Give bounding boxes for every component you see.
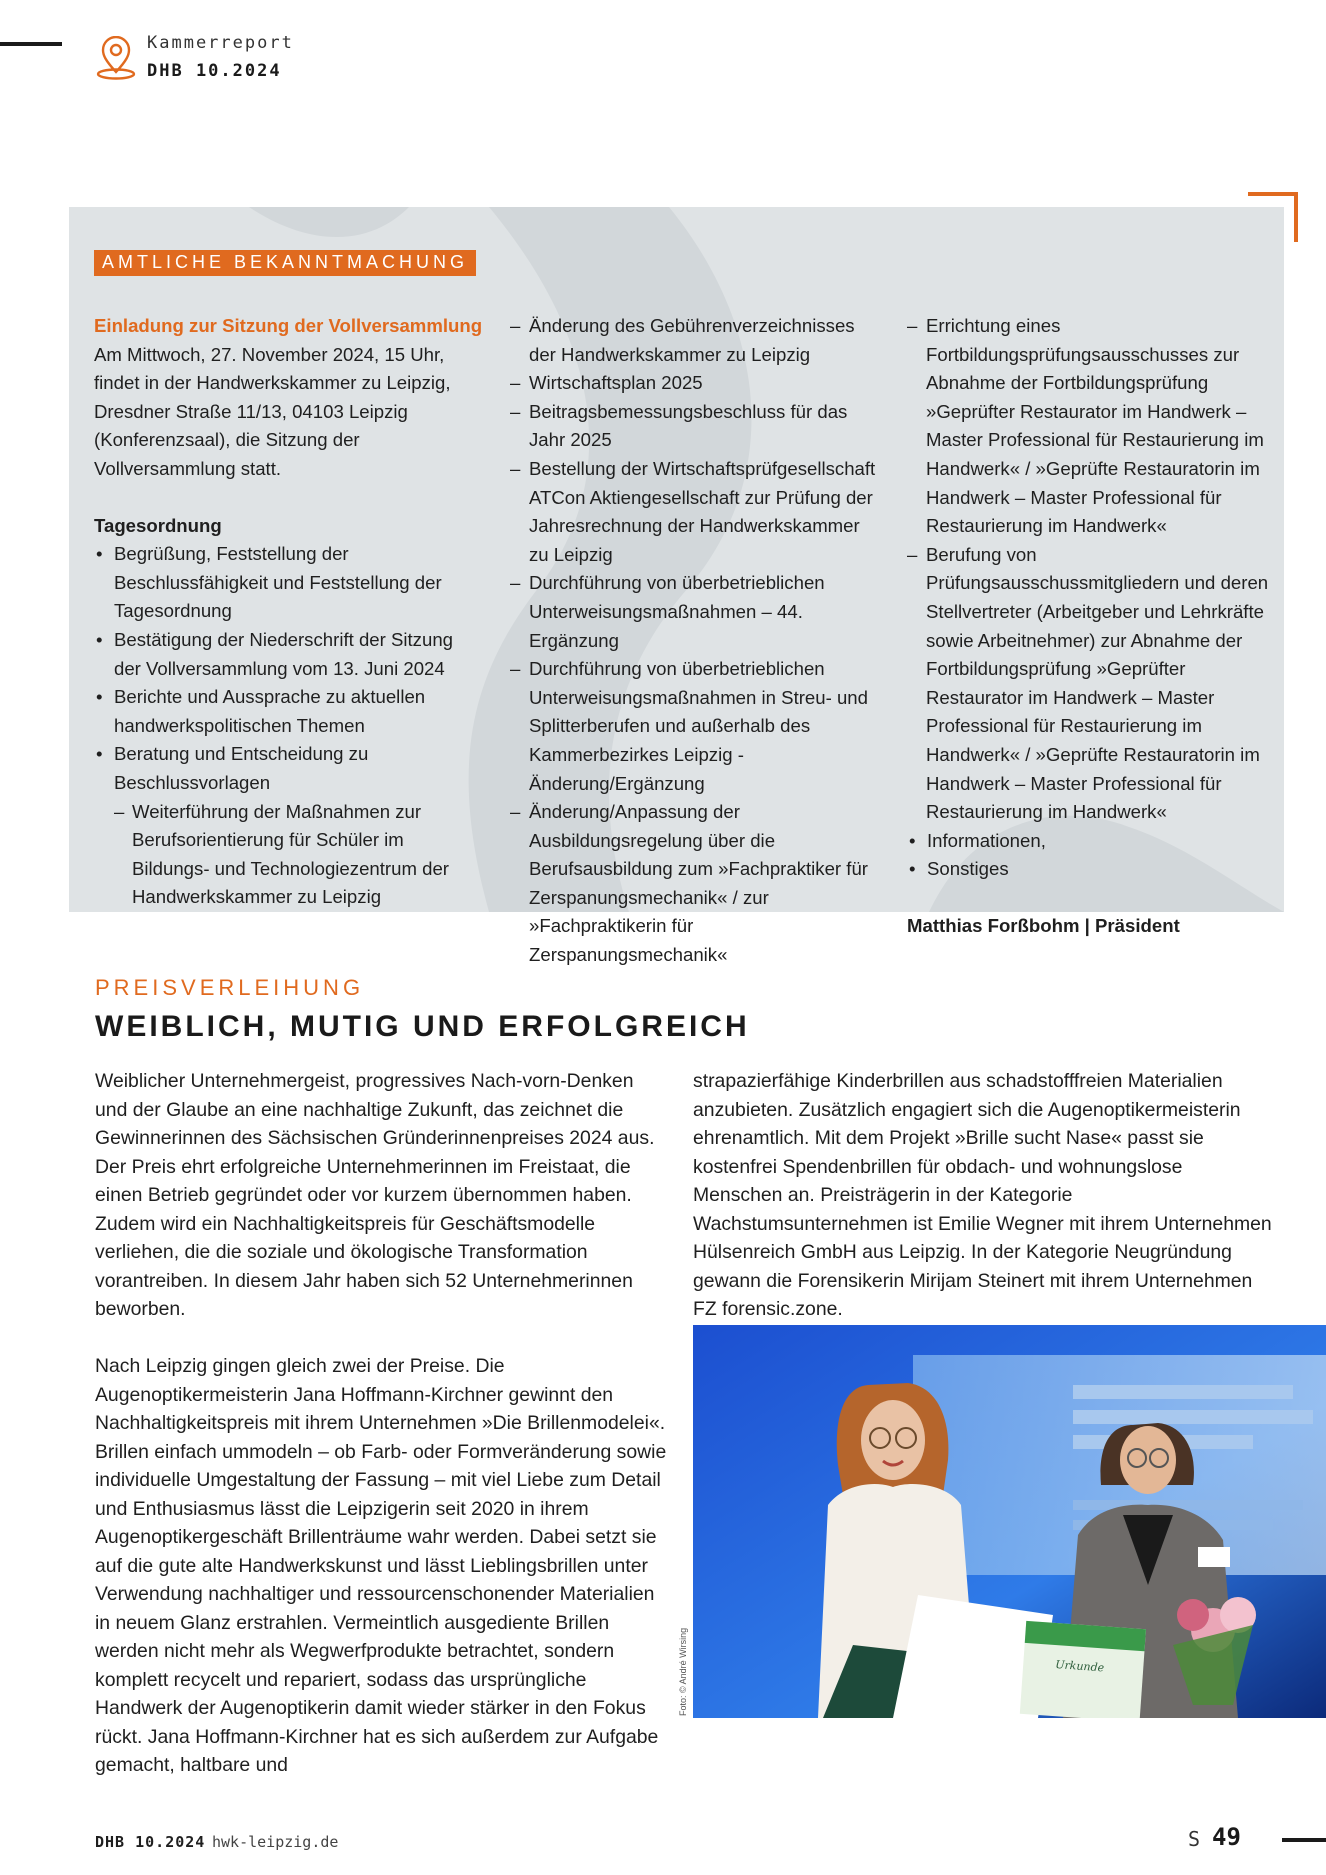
corner-accent (1248, 192, 1298, 242)
article-kicker: PREISVERLEIHUNG (95, 975, 365, 1000)
agenda-sublist (907, 312, 1277, 884)
agenda-item: • Sonstiges (907, 855, 1277, 884)
agenda-subitem: – Berufung von Prüfungsausschussmitgliedern und deren Stellvertreter (Arbeitgeber und Lehrkräfte sowie Arbeitnehmer) zur Abnahme der Fortbildungsprüfung »Geprüfter Restaurator im Handwerk – Master Professional für Restaurierung im Handwerk« / »Geprüfte Restauratorin im Handwerk – Master Professional für Restaurierung im Handwerk« (907, 541, 1277, 827)
agenda-subitem: – Durchführung von überbetrieblichen Unterweisungsmaßnahmen in Streu- und Splitterberufen und außerhalb des Kammerbezirkes Leipzig - Änderung/Ergänzung (510, 655, 880, 798)
agenda-subitem: – Änderung des Gebührenverzeichnisses der Handwerkskammer zu Leipzig (510, 312, 880, 369)
agenda-item: • Beratung und Entscheidung zu Beschlussvorlagen (94, 740, 484, 797)
article-headline: WEIBLICH, MUTIG UND ERFOLGREICH (95, 1010, 750, 1043)
agenda-title: Tagesordnung (94, 514, 222, 536)
article-column-1 (95, 1067, 670, 1808)
location-pin-icon (96, 36, 136, 80)
footer-page-number: 49 (1212, 1823, 1241, 1851)
agenda-subitem: – Errichtung eines Fortbildungsprüfungsausschusses zur Abnahme der Fortbildungsprüfung »Geprüfter Restaurator im Handwerk – Master Professional für Restaurierung im Handwerk« / »Geprüfte Restauratorin im Handwerk – Master Professional für Restaurierung im Handwerk« (907, 312, 1277, 541)
article-paragraph: Nach Leipzig gingen gleich zwei der Preise. Die Augenoptikermeisterin Jana Hoffmann-Kirchner gewinnt den Nachhaltigkeitspreis mit ihrem Unternehmen »Die Brillenmodelei«. Brillen einfach ummodeln – ob Farb- oder Formveränderung sowie individuelle Umgestaltung der Fassung – mit viel Liebe zum Detail und Enthusiasmus lässt die Leipzigerin seit 2020 in ihrem Augenoptikergeschäft Brillenträume wahr werden. Dabei setzt sie auf die gute alte Handwerkskunst und lässt Lieblingsbrillen unter Verwendung nachhaltiger und ressourcenschonender Materialien in neuem Glanz erstrahlen. Vermeintlich ausgediente Brillen werden nicht mehr als Wegwerfprodukte betrachtet, sondern komplett recycelt und repariert, sodass das ursprüngliche Handwerk der Augenoptikerin damit wieder stärker in den Fokus rückt. Jana Hoffmann-Kirchner hat es sich außerdem zur Aufgabe gemacht, haltbare und (95, 1355, 667, 1776)
header-issue: DHB 10.2024 (147, 61, 282, 81)
signature: Matthias Forßbohm | Präsident (907, 914, 1180, 936)
certificate-text: Urkunde (1054, 1658, 1105, 1675)
agenda-item: • Bestätigung der Niederschrift der Sitzung der Vollversammlung vom 13. Juni 2024 (94, 626, 484, 683)
agenda-list (94, 540, 484, 912)
agenda-item: • Berichte und Aussprache zu aktuellen handwerkspolitischen Themen (94, 683, 484, 740)
header-rule (0, 42, 62, 46)
footer-url[interactable]: hwk-leipzig.de (212, 1833, 339, 1851)
notice-label: AMTLICHE BEKANNTMACHUNG (94, 250, 476, 276)
footer-rule (1282, 1838, 1326, 1842)
award-photo (693, 1325, 1326, 1718)
notice-title: Einladung zur Sitzung der Vollversammlung (94, 315, 483, 336)
notice-intro: Am Mittwoch, 27. November 2024, 15 Uhr, findet in der Handwerkskammer zu Leipzig, Dresdner Straße 11/13, 04103 Leipzig (Konferenzsaal), die Sitzung der Vollversammlung statt. (94, 343, 451, 479)
article-paragraph: strapazierfähige Kinderbrillen aus schadstofffreien Materialien anzubieten. Zusätzlich engagiert sich die Augenoptikermeisterin ehrenamtlich. Mit dem Projekt »Brille sucht Nase« passt sie kostenfrei Spendenbrillen für obdach- und wohnungslose Menschen an. Preisträgerin in der Kategorie Wachstumsunternehmen ist Emilie Wegner mit ihrem Unternehmen Hülsenreich GmbH aus Leipzig. In der Kategorie Neugründung gewann die Forensikerin Mirijam Steinert mit ihrem Unternehmen FZ forensic.zone. (693, 1070, 1272, 1320)
agenda-subitem: – Änderung/Anpassung der Ausbildungsregelung über die Berufsausbildung zum »Fachpraktiker für Zerspanungsmechanik« / zur »Fachpraktikerin für Zerspanungsmechanik« (510, 798, 880, 970)
agenda-subitem: – Weiterführung der Maßnahmen zur Berufsorientierung für Schüler im Bildungs- und Technologiezentrum der Handwerkskammer zu Leipzig (94, 798, 484, 912)
notice-column-1 (94, 312, 484, 912)
footer-page-prefix: S (1188, 1827, 1201, 1851)
agenda-item: • Begrüßung, Feststellung der Beschlussfähigkeit und Feststellung der Tagesordnung (94, 540, 484, 626)
agenda-sublist (510, 312, 880, 970)
photo-credit: Foto: © André Wirsing (678, 1627, 688, 1716)
article-column-2 (693, 1067, 1273, 1352)
agenda-subitem: – Durchführung von überbetrieblichen Unterweisungsmaßnahmen – 44. Ergänzung (510, 569, 880, 655)
agenda-subitem: – Bestellung der Wirtschaftsprüfgesellschaft ATCon Aktiengesellschaft zur Prüfung der Jahresrechnung der Handwerkskammer zu Leipzig (510, 455, 880, 569)
notice-column-3 (907, 312, 1277, 940)
footer-issue: DHB 10.2024 (95, 1833, 206, 1851)
article-paragraph: Weiblicher Unternehmergeist, progressives Nach-vorn-Denken und der Glaube an eine nachhaltige Zukunft, das zeichnet die Gewinnerinnen des Sächsischen Gründerinnenpreises 2024 aus. Der Preis ehrt erfolgreiche Unternehmerinnen im Freistaat, die einen Betrieb gegründet oder vor kurzem übernommen haben. Zudem wird ein Nachhaltigkeitspreis für Geschäftsmodelle verliehen, die die soziale und ökologische Transformation vorantreiben. In diesem Jahr haben sich 52 Unternehmerinnen beworben. (95, 1070, 655, 1320)
agenda-subitem: – Beitragsbemessungsbeschluss für das Jahr 2025 (510, 398, 880, 455)
agenda-item: • Informationen, (907, 827, 1277, 856)
notice-column-2 (510, 312, 880, 970)
header-section: Kammerreport (147, 33, 294, 53)
agenda-subitem: – Wirtschaftsplan 2025 (510, 369, 880, 398)
